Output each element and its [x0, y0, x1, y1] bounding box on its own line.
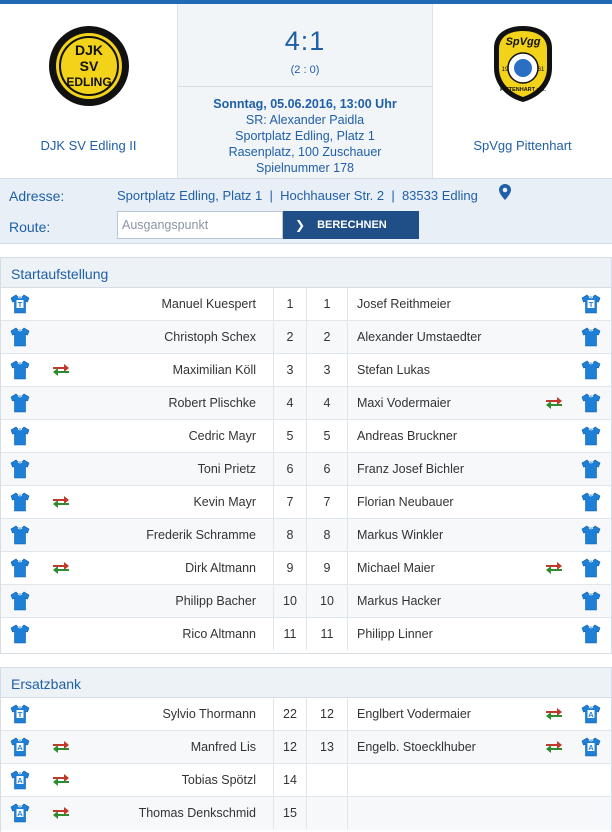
match-details [178, 96, 432, 176]
home-jersey-icon [10, 803, 30, 823]
home-player-number: 7 [273, 486, 306, 518]
home-substitution-icon [52, 806, 70, 820]
lineup-row [1, 585, 611, 618]
calculate-route-label: BERECHNEN [317, 219, 387, 231]
svg-text:T: T [17, 709, 23, 719]
home-logo-text-2: SV [79, 58, 98, 74]
home-player-number: 9 [273, 552, 306, 584]
away-substitution-icon [545, 707, 563, 721]
home-jersey-icon [10, 525, 30, 545]
home-player-name[interactable]: Thomas Denkschmid [138, 806, 256, 820]
home-jersey-icon [10, 294, 30, 314]
away-jersey-icon [581, 737, 601, 757]
home-team-name[interactable]: DJK SV Edling II [40, 138, 137, 153]
home-team-panel[interactable] [0, 4, 178, 178]
home-substitution-icon [52, 363, 70, 377]
home-substitution-icon [52, 561, 70, 575]
starting-lineup-section [0, 257, 612, 654]
home-player-name[interactable]: Cedric Mayr [188, 429, 256, 443]
away-player-name[interactable]: Markus Winkler [357, 528, 444, 542]
svg-text:A: A [17, 775, 23, 785]
away-logo-text-4: PITTENHART e.V. [499, 87, 546, 93]
away-jersey-icon [581, 704, 601, 724]
lineup-row [1, 618, 611, 651]
address-text[interactable]: Sportplatz Edling, Platz 1 | Hochhauser Str. 2 | 83533 Edling [117, 188, 478, 203]
home-player-name[interactable]: Rico Altmann [182, 627, 256, 641]
away-player-number: 12 [306, 698, 348, 730]
home-player-number: 8 [273, 519, 306, 551]
away-player-number: 7 [306, 486, 348, 518]
home-jersey-icon [10, 459, 30, 479]
away-player-number: 9 [306, 552, 348, 584]
away-substitution-icon [545, 561, 563, 575]
away-team-logo [490, 24, 556, 109]
away-player-number: 5 [306, 420, 348, 452]
home-player-number: 11 [273, 618, 306, 650]
away-jersey-icon [581, 624, 601, 644]
home-player-name[interactable]: Frederik Schramme [146, 528, 256, 542]
away-player-number: 2 [306, 321, 348, 353]
home-player-number: 5 [273, 420, 306, 452]
away-jersey-icon [581, 360, 601, 380]
home-jersey-icon [10, 770, 30, 790]
address-label: Adresse: [9, 188, 65, 204]
lineup-row [1, 387, 611, 420]
home-player-number: 1 [273, 288, 306, 320]
home-jersey-icon [10, 492, 30, 512]
home-player-number: 22 [273, 698, 306, 730]
away-player-name[interactable]: Maxi Vodermaier [357, 396, 451, 410]
away-player-number: 13 [306, 731, 348, 763]
lineup-row [1, 453, 611, 486]
away-player-name[interactable]: Englbert Vodermaier [357, 707, 471, 721]
lineup-row [1, 288, 611, 321]
home-player-name[interactable]: Kevin Mayr [193, 495, 256, 509]
away-player-name[interactable]: Franz Josef Bichler [357, 462, 464, 476]
away-player-name[interactable]: Andreas Bruckner [357, 429, 458, 443]
svg-text:A: A [588, 742, 594, 752]
bench-row [1, 731, 611, 764]
home-player-name[interactable]: Philipp Bacher [175, 594, 256, 608]
home-jersey-icon [10, 360, 30, 380]
chevron-right-icon: ❯ [295, 218, 306, 232]
away-substitution-icon [545, 740, 563, 754]
away-player-name[interactable]: Engelb. Stoecklhuber [357, 740, 476, 754]
away-player-number [306, 797, 348, 829]
away-logo-text-2: 19 [501, 67, 508, 73]
away-player-name[interactable]: Alexander Umstaedter [357, 330, 482, 344]
away-player-name[interactable]: Florian Neubauer [357, 495, 454, 509]
away-player-name[interactable]: Stefan Lukas [357, 363, 430, 377]
referee: SR: Alexander Paidla [245, 113, 365, 127]
home-player-number: 2 [273, 321, 306, 353]
home-substitution-icon [52, 495, 70, 509]
away-player-number: 10 [306, 585, 348, 617]
away-player-number: 11 [306, 618, 348, 650]
away-player-number: 4 [306, 387, 348, 419]
home-substitution-icon [52, 773, 70, 787]
svg-text:A: A [17, 742, 23, 752]
starting-lineup-title: Startaufstellung [1, 258, 611, 288]
home-team-logo [47, 24, 131, 113]
home-player-name[interactable]: Robert Plischke [168, 396, 256, 410]
away-jersey-icon [581, 327, 601, 347]
home-jersey-icon [10, 327, 30, 347]
calculate-route-button[interactable] [283, 211, 419, 239]
away-player-number [306, 764, 348, 796]
away-player-number: 1 [306, 288, 348, 320]
venue: Sportplatz Edling, Platz 1 [235, 129, 375, 143]
away-jersey-icon [581, 426, 601, 446]
away-jersey-icon [581, 492, 601, 512]
home-player-number: 10 [273, 585, 306, 617]
away-player-name[interactable]: Markus Hacker [357, 594, 442, 608]
home-player-name[interactable]: Manuel Kuespert [161, 297, 256, 311]
home-player-number: 12 [273, 731, 306, 763]
away-player-number: 3 [306, 354, 348, 386]
home-jersey-icon [10, 558, 30, 578]
bench-row [1, 797, 611, 830]
svg-text:T: T [17, 299, 23, 309]
divider [178, 86, 432, 87]
home-logo-text-1: DJK [74, 42, 103, 58]
home-jersey-icon [10, 426, 30, 446]
away-player-number: 8 [306, 519, 348, 551]
away-jersey-icon [581, 294, 601, 314]
home-player-number: 6 [273, 453, 306, 485]
away-jersey-icon [581, 393, 601, 413]
bench-list [1, 698, 611, 830]
away-jersey-icon [581, 591, 601, 611]
away-logo-text-1: SpVgg [505, 36, 540, 48]
home-logo-text-3: EDLING [65, 75, 112, 89]
away-substitution-icon [545, 396, 563, 410]
home-player-name[interactable]: Toni Prietz [197, 462, 256, 476]
home-jersey-icon [10, 737, 30, 757]
home-player-name[interactable]: Manfred Lis [190, 740, 256, 754]
match-date: Sonntag, 05.06.2016, 13:00 Uhr [213, 97, 397, 111]
starting-lineup-list [1, 288, 611, 651]
bench-row [1, 698, 611, 731]
home-jersey-icon [10, 704, 30, 724]
svg-text:A: A [17, 808, 23, 818]
away-jersey-icon [581, 558, 601, 578]
away-jersey-icon [581, 459, 601, 479]
svg-text:A: A [588, 709, 594, 719]
lineup-row [1, 354, 611, 387]
halftime-score: (2 : 0) [290, 64, 320, 76]
lineup-row [1, 519, 611, 552]
home-player-name[interactable]: Maximilian Köll [172, 363, 256, 377]
home-jersey-icon [10, 591, 30, 611]
match-header [0, 4, 612, 178]
home-player-name[interactable]: Christoph Schex [164, 330, 256, 344]
home-substitution-icon [52, 740, 70, 754]
home-jersey-icon [10, 393, 30, 413]
lineup-row [1, 321, 611, 354]
lineup-row [1, 420, 611, 453]
svg-text:T: T [588, 299, 594, 309]
lineup-row [1, 552, 611, 585]
away-player-name[interactable]: Philipp Linner [357, 627, 433, 641]
address-bar [0, 178, 612, 244]
away-player-name[interactable]: Michael Maier [357, 561, 435, 575]
home-player-number: 4 [273, 387, 306, 419]
bench-row [1, 764, 611, 797]
home-player-name[interactable]: Tobias Spötzl [181, 773, 256, 787]
bench-title: Ersatzbank [1, 668, 611, 698]
home-player-number: 14 [273, 764, 306, 796]
route-start-input[interactable] [117, 211, 283, 239]
home-player-name[interactable]: Dirk Altmann [185, 561, 256, 575]
home-player-name[interactable]: Sylvio Thormann [162, 707, 256, 721]
away-team-name[interactable]: SpVgg Pittenhart [473, 138, 572, 153]
home-player-number: 3 [273, 354, 306, 386]
home-jersey-icon [10, 624, 30, 644]
map-pin-icon[interactable] [499, 184, 511, 205]
match-info-panel [178, 4, 432, 178]
surface-attendance: Rasenplatz, 100 Zuschauer [228, 145, 382, 159]
away-jersey-icon [581, 525, 601, 545]
away-logo-text-3: 61 [537, 67, 544, 73]
final-score: 4:1 [284, 26, 326, 56]
bench-section [0, 667, 612, 832]
lineup-row [1, 486, 611, 519]
away-player-number: 6 [306, 453, 348, 485]
match-number: Spielnummer 178 [256, 161, 354, 175]
route-label: Route: [9, 219, 51, 235]
home-player-number: 15 [273, 797, 306, 829]
away-team-panel[interactable] [432, 4, 612, 178]
away-player-name[interactable]: Josef Reithmeier [357, 297, 451, 311]
